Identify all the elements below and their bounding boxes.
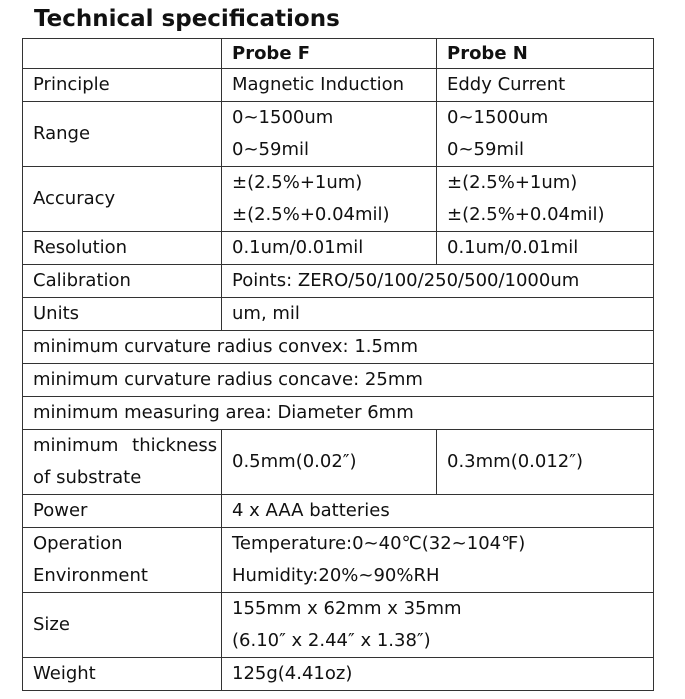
row-label (23, 528, 222, 593)
row-label: Units (23, 298, 222, 331)
label-line: Environment (33, 565, 148, 586)
table-header-row (23, 39, 654, 69)
row-label: Accuracy (23, 167, 222, 232)
calibration-value: Points: ZERO/50/100/250/500/1000um (222, 265, 654, 298)
row-label: Calibration (23, 265, 222, 298)
label-line: Operation (33, 533, 123, 554)
table-row-weight (23, 658, 654, 691)
row-label: Power (23, 495, 222, 528)
row-label: Weight (23, 658, 222, 691)
value-line: 0~1500um (447, 107, 549, 128)
table-row-operation (23, 528, 654, 593)
table-row-calibration (23, 265, 654, 298)
row-label: Size (23, 593, 222, 658)
label-line: minimum thickness (33, 435, 218, 456)
probe-n-value (437, 102, 654, 167)
label-line: of substrate (33, 467, 142, 488)
size-value (222, 593, 654, 658)
table-row-size (23, 593, 654, 658)
full-width-text: minimum curvature radius convex: 1.5mm (23, 331, 654, 364)
operation-value (222, 528, 654, 593)
value-line: 155mm x 62mm x 35mm (232, 598, 462, 619)
weight-value: 125g(4.41oz) (222, 658, 654, 691)
probe-n-value (437, 167, 654, 232)
probe-f-value: Magnetic Induction (222, 69, 437, 102)
value-line: ±(2.5%+1um) (447, 172, 578, 193)
units-value: um, mil (222, 298, 654, 331)
value-line: ±(2.5%+0.04mil) (232, 204, 390, 225)
value-line: Temperature:0~40℃(32~104℉) (232, 533, 526, 554)
probe-n-value: 0.1um/0.01mil (437, 232, 654, 265)
probe-f-value (222, 102, 437, 167)
probe-f-value (222, 167, 437, 232)
value-line: ±(2.5%+1um) (232, 172, 363, 193)
row-label: Resolution (23, 232, 222, 265)
power-value: 4 x AAA batteries (222, 495, 654, 528)
page-title: Technical specifications (34, 6, 340, 32)
value-line: Humidity:20%~90%RH (232, 565, 440, 586)
table-row-accuracy (23, 167, 654, 232)
spec-table (22, 38, 654, 691)
header-probe-f: Probe F (222, 39, 437, 69)
header-empty-cell (23, 39, 222, 69)
probe-n-value: 0.3mm(0.012″) (437, 430, 654, 495)
table-row-measuring-area (23, 397, 654, 430)
table-row-power (23, 495, 654, 528)
probe-n-value: Eddy Current (437, 69, 654, 102)
header-probe-n: Probe N (437, 39, 654, 69)
value-line: ±(2.5%+0.04mil) (447, 204, 605, 225)
full-width-text: minimum curvature radius concave: 25mm (23, 364, 654, 397)
probe-f-value: 0.1um/0.01mil (222, 232, 437, 265)
table-row-principle (23, 69, 654, 102)
table-row-curvature-convex (23, 331, 654, 364)
row-label: Principle (23, 69, 222, 102)
full-width-text: minimum measuring area: Diameter 6mm (23, 397, 654, 430)
value-line: (6.10″ x 2.44″ x 1.38″) (232, 630, 431, 651)
value-line: 0~1500um (232, 107, 334, 128)
row-label: Range (23, 102, 222, 167)
table-row-range (23, 102, 654, 167)
table-row-substrate (23, 430, 654, 495)
row-label (23, 430, 222, 495)
table-row-units (23, 298, 654, 331)
value-line: 0~59mil (447, 139, 524, 160)
table-row-resolution (23, 232, 654, 265)
value-line: 0~59mil (232, 139, 309, 160)
table-row-curvature-concave (23, 364, 654, 397)
probe-f-value: 0.5mm(0.02″) (222, 430, 437, 495)
